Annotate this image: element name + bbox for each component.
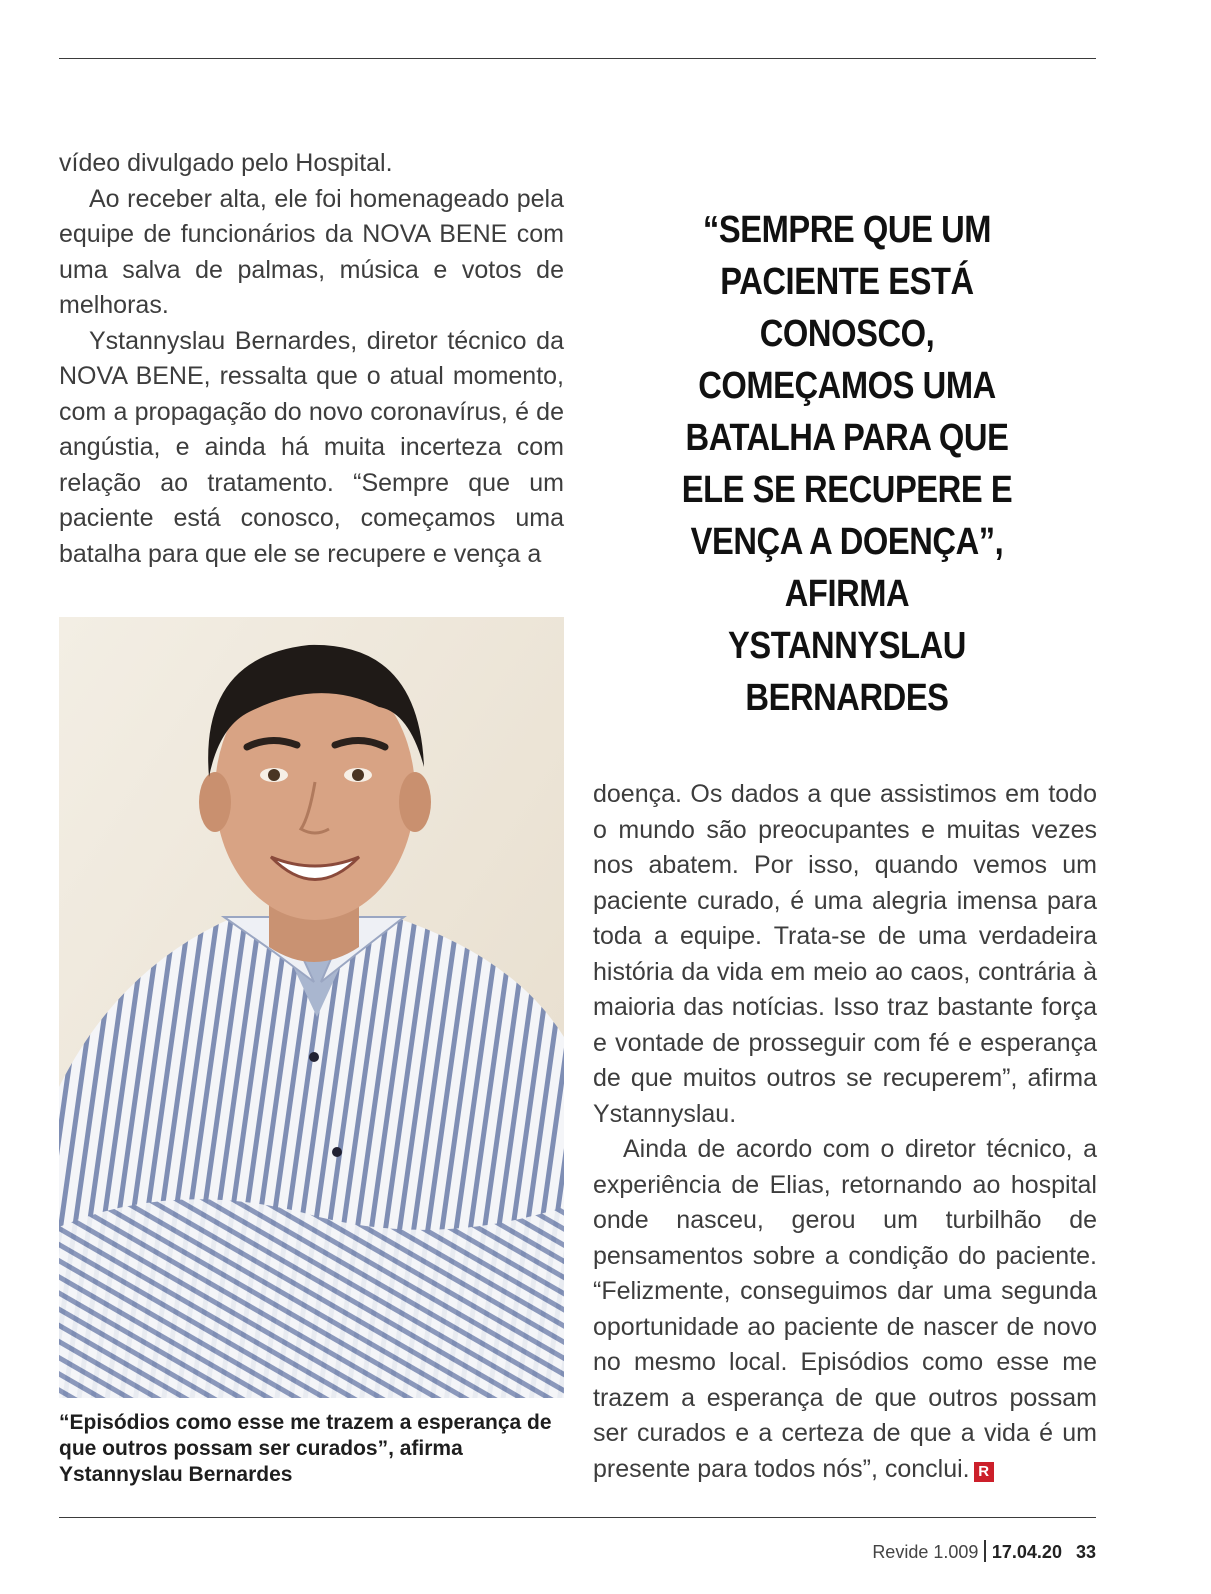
- pull-quote: “SEMPRE QUE UM PACIENTE ESTÁ CONOSCO, COMEÇAMOS UMA BATALHA PARA QUE ELE SE RECUPERE E VENÇA A DOENÇA”, AFIRMA YSTANNYSLAU BERNARDES: [681, 209, 1013, 719]
- paragraph: vídeo divulgado pelo Hospital.: [59, 149, 393, 177]
- portrait-photo: [59, 617, 564, 1398]
- page-number: 33: [1075, 1542, 1096, 1562]
- paragraph: Ystannyslau Bernardes, diretor técnico da NOVA BENE, ressalta que o atual momento, com a propagação do novo coronavírus, é de angústia, e ainda há muita incerteza com relação ao tratamento. “Sempre que um paciente está conosco, começamos uma batalha para que ele se recupere e vença a: [59, 326, 564, 568]
- footer-separator: [984, 1540, 986, 1562]
- paragraph: Ao receber alta, ele foi homenageado pela equipe de funcionários da NOVA BENE com uma salva de palmas, música e votos de melhoras.: [59, 184, 564, 319]
- paragraph-text: Ainda de acordo com o diretor técnico, a experiência de Elias, retornando ao hospital onde nasceu, gerou um turbilhão de pensamentos sobre a condição do paciente. “Felizmente, conseguimos dar uma segunda oportunidade ao paciente de nascer de novo no mesmo local. Episódios como esse me trazem a esperança de que outros possam ser curados e a certeza de que a vida é um presente para todos nós”, conclui.: [593, 1135, 1097, 1483]
- article-column-left: [59, 146, 564, 572]
- bottom-rule: [59, 1517, 1096, 1518]
- paragraph: [593, 1132, 1097, 1487]
- article-column-right: [593, 777, 1097, 1487]
- issue-date: 17.04.20: [991, 1542, 1062, 1562]
- top-rule: [59, 58, 1096, 59]
- issue-label: Revide 1.009: [872, 1542, 979, 1562]
- page-footer: [872, 1540, 1096, 1563]
- paragraph: doença. Os dados a que assistimos em todo o mundo são preocupantes e muitas vezes nos abatem. Por isso, quando vemos um paciente curado, é uma alegria imensa para toda a equipe. Trata-se de uma verdadeira história da vida em meio ao caos, contrária à maioria das notícias. Isso traz bastante força e vontade de prosseguir com fé e esperança de que muitos outros se recuperem”, afirma Ystannyslau.: [593, 780, 1097, 1128]
- end-mark-icon: R: [974, 1462, 994, 1482]
- photo-caption: “Episódios como esse me trazem a esperança de que outros possam ser curados”, afirma Ystannyslau Bernardes: [59, 1411, 552, 1486]
